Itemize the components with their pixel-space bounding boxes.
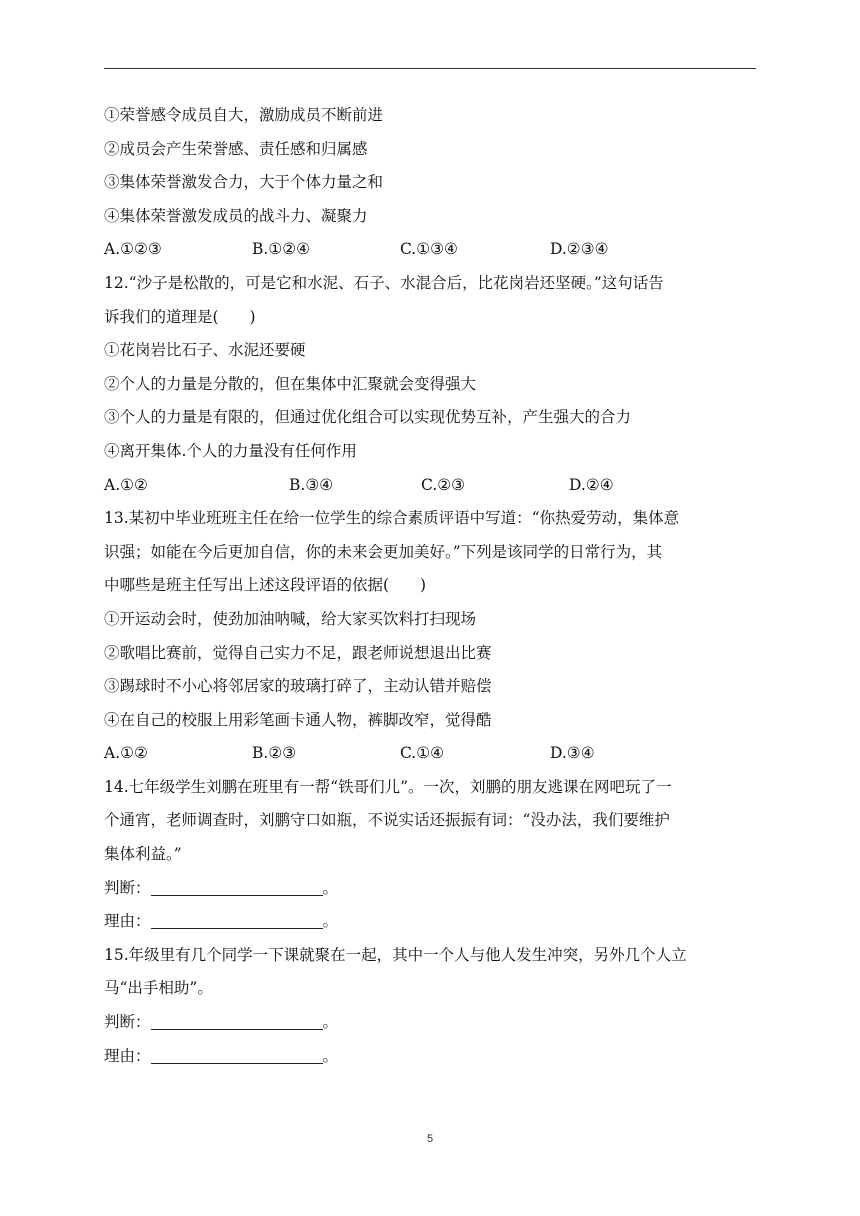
q13-options xyxy=(104,737,760,771)
q12-item-4: ④离开集体.个人的力量没有任何作用 xyxy=(104,441,357,460)
q12-item-3: ③个人的力量是有限的，但通过优化组合可以实现优势互补，产生强大的合力 xyxy=(104,408,632,427)
q12-option-a: A.①② xyxy=(104,475,148,494)
q13-option-d: D.③④ xyxy=(550,744,595,763)
q14-judgment-row xyxy=(104,872,760,906)
q15-reason-label: 理由： xyxy=(104,1046,151,1065)
q13-stem-line-1: 13.某初中毕业班班主任在给一位学生的综合素质评语中写道：“你热爱劳动，集体意 xyxy=(104,509,680,528)
q12-stem-line-1: 12.“沙子是松散的，可是它和水泥、石子、水混合后，比花岗岩还坚硬。”这句话告 xyxy=(104,273,664,292)
q14-stem-line-2: 个通宵，老师调查时，刘鹏守口如瓶，不说实话还振振有词：“没办法，我们要维护 xyxy=(104,811,670,830)
q15-reason-row xyxy=(104,1040,760,1074)
question-15 xyxy=(104,939,760,1073)
q15-judgment-blank[interactable] xyxy=(151,1013,323,1030)
q14-stem-line-3: 集体利益。” xyxy=(104,845,182,864)
q15-reason-end: 。 xyxy=(322,1046,339,1065)
q12-option-d: D.②④ xyxy=(569,475,614,494)
q15-judgment-end: 。 xyxy=(322,1013,339,1032)
q11-option-c: C.①③④ xyxy=(400,240,458,259)
q13-item-3: ③踢球时不小心将邻居家的玻璃打碎了，主动认错并赔偿 xyxy=(104,677,492,696)
q13-option-a: A.①② xyxy=(104,744,148,763)
question-12 xyxy=(104,267,760,502)
q15-judgment-label: 判断： xyxy=(104,1013,151,1032)
q14-reason-label: 理由： xyxy=(104,912,151,931)
q12-item-2: ②个人的力量是分散的，但在集体中汇聚就会变得强大 xyxy=(104,374,477,393)
q11-option-b: B.①②④ xyxy=(252,240,311,259)
q11-options xyxy=(104,233,760,267)
q15-stem-line-2: 马“出手相助”。 xyxy=(104,979,213,998)
q13-option-b: B.②③ xyxy=(252,744,297,763)
question-13 xyxy=(104,502,760,771)
q11-option-d: D.②③④ xyxy=(550,240,609,259)
q11-option-a: A.①②③ xyxy=(104,240,162,259)
header-rule xyxy=(104,68,756,69)
q14-stem-line-1: 14.七年级学生刘鹏在班里有一帮“铁哥们儿”。一次，刘鹏的朋友逃课在网吧玩了一 xyxy=(104,777,672,796)
q13-item-1: ①开运动会时，使劲加油呐喊，给大家买饮料打扫现场 xyxy=(104,609,477,628)
q11-item-1: ①荣誉感令成员自大，激励成员不断前进 xyxy=(104,106,384,124)
page-number: 5 xyxy=(426,1133,434,1145)
page-content xyxy=(104,99,760,1073)
q11-item-2: ②成员会产生荣誉感、责任感和归属感 xyxy=(104,139,368,158)
q13-stem-line-2: 识强；如能在今后更加自信，你的未来会更加美好。”下列是该同学的日常行为，其 xyxy=(104,542,663,561)
q13-option-c: C.①④ xyxy=(400,744,445,763)
q14-judgment-label: 判断： xyxy=(104,878,151,897)
q13-stem-line-3: 中哪些是班主任写出上述这段评语的依据( ) xyxy=(104,576,427,595)
question-11 xyxy=(104,99,760,267)
q12-item-1: ①花岗岩比石子、水泥还要硬 xyxy=(104,341,306,360)
question-14 xyxy=(104,771,760,939)
q13-item-2: ②歌唱比赛前，觉得自己实力不足，跟老师说想退出比赛 xyxy=(104,643,492,662)
q11-item-4: ④集体荣誉激发成员的战斗力、凝聚力 xyxy=(104,206,368,225)
q14-reason-row xyxy=(104,905,760,939)
q13-item-4: ④在自己的校服上用彩笔画卡通人物，裤脚改窄，觉得酷 xyxy=(104,710,492,729)
q14-judgment-end: 。 xyxy=(322,878,339,897)
q12-stem-line-2: 诉我们的道理是( ) xyxy=(104,307,256,326)
q12-option-b: B.③④ xyxy=(289,475,334,494)
q15-stem-line-1: 15.年级里有几个同学一下课就聚在一起，其中一个人与他人发生冲突，另外几个人立 xyxy=(104,945,687,964)
q11-item-3: ③集体荣誉激发合力，大于个体力量之和 xyxy=(104,173,384,192)
q15-reason-blank[interactable] xyxy=(151,1047,323,1064)
q14-reason-end: 。 xyxy=(322,912,339,931)
q15-judgment-row xyxy=(104,1006,760,1040)
q12-options xyxy=(104,469,760,503)
q12-option-c: C.②③ xyxy=(421,475,466,494)
q14-reason-blank[interactable] xyxy=(151,912,323,929)
q14-judgment-blank[interactable] xyxy=(151,879,323,896)
